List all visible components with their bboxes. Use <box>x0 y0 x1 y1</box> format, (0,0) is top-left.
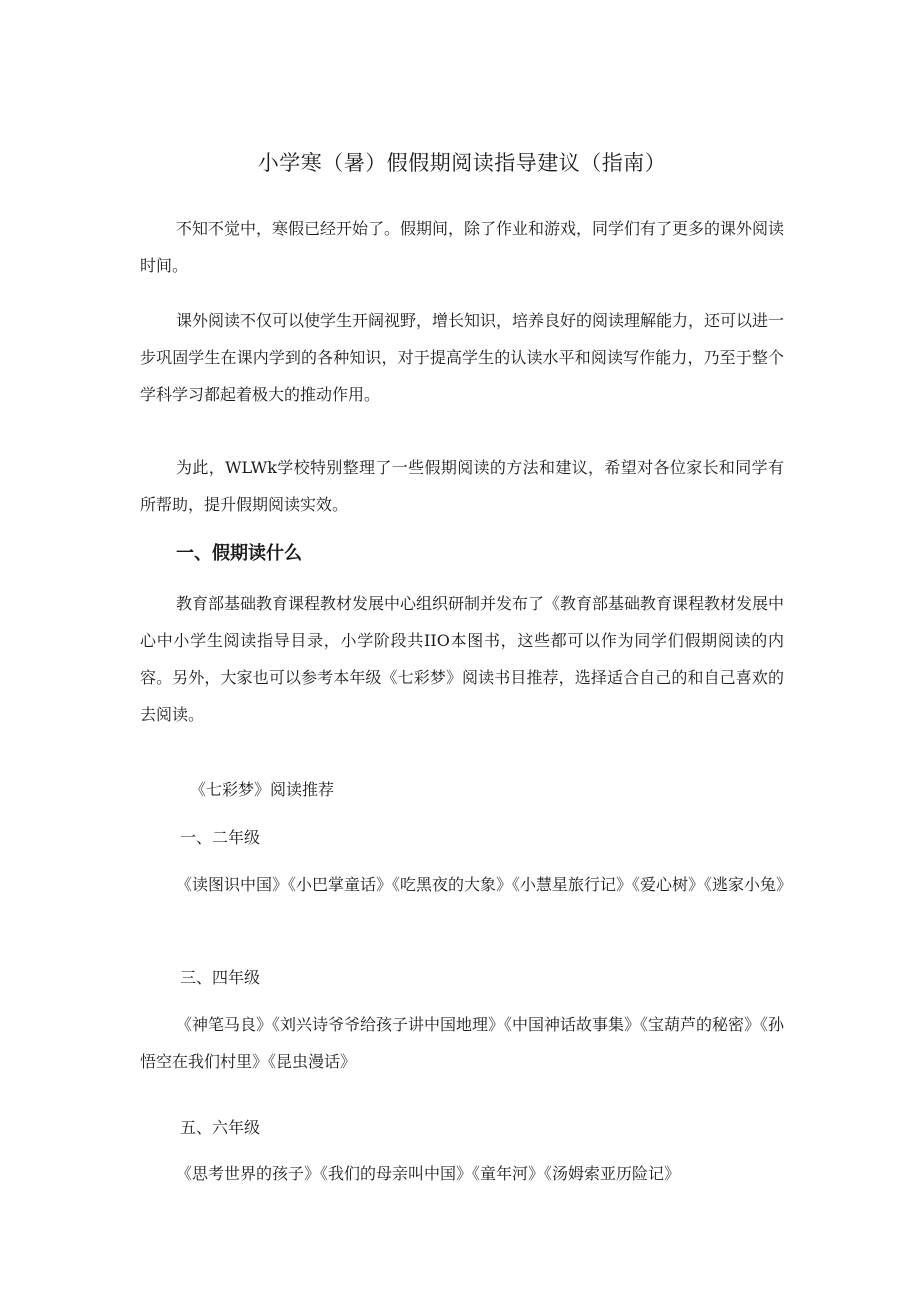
grade-books-1: 《读图识中国》《小巴掌童话》《吃黑夜的大象》《小慧星旅行记》《爱心树》《逃家小兔》 <box>176 875 793 894</box>
grade-books-3: 《思考世界的孩子》《我们的母亲叫中国》《童年河》《汤姆索亚历险记》 <box>176 1164 681 1183</box>
grade-label-2: 三、四年级 <box>180 968 261 987</box>
grade-label-1: 一、二年级 <box>180 828 261 847</box>
intro-paragraph-3: 为此，WLWk学校特别整理了一些假期阅读的方法和建议，希望对各位家长和同学有所帮助，提升假期阅读实效。 <box>140 458 784 514</box>
intro-paragraph-2: 课外阅读不仅可以使学生开阔视野，增长知识，培养良好的阅读理解能力，还可以进一步巩固学生在课内学到的各种知识，对于提高学生的认读水平和阅读写作能力，乃至于整个学科学习都起着极大的推动作用。 <box>140 311 785 404</box>
section-heading: 一、假期读什么 <box>176 543 302 564</box>
recommend-title: 《七彩梦》阅读推荐 <box>190 780 335 799</box>
intro-paragraph-1: 不知不觉中，寒假已经开始了。假期间，除了作业和游戏，同学们有了更多的课外阅读时间。 <box>140 219 785 275</box>
grade-label-3: 五、六年级 <box>180 1118 261 1137</box>
section-paragraph: 教育部基础教育课程教材发展中心组织研制并发布了《教育部基础教育课程教材发展中心中小学生阅读指导目录，小学阶段共IIO本图书，这些都可以作为同学们假期阅读的内容。另外，大家也可以参考本年级《七彩梦》阅读书目推荐，选择适合自己的和自己喜欢的去阅读。 <box>140 594 785 724</box>
grade-books-2: 《神笔马良》《刘兴诗爷爷给孩子讲中国地理》《中国神话故事集》《宝葫芦的秘密》《孙悟空在我们村里》《昆虫漫话》 <box>140 1015 785 1071</box>
document-title: 小学寒（暑）假假期阅读指导建议（指南） <box>257 151 667 175</box>
